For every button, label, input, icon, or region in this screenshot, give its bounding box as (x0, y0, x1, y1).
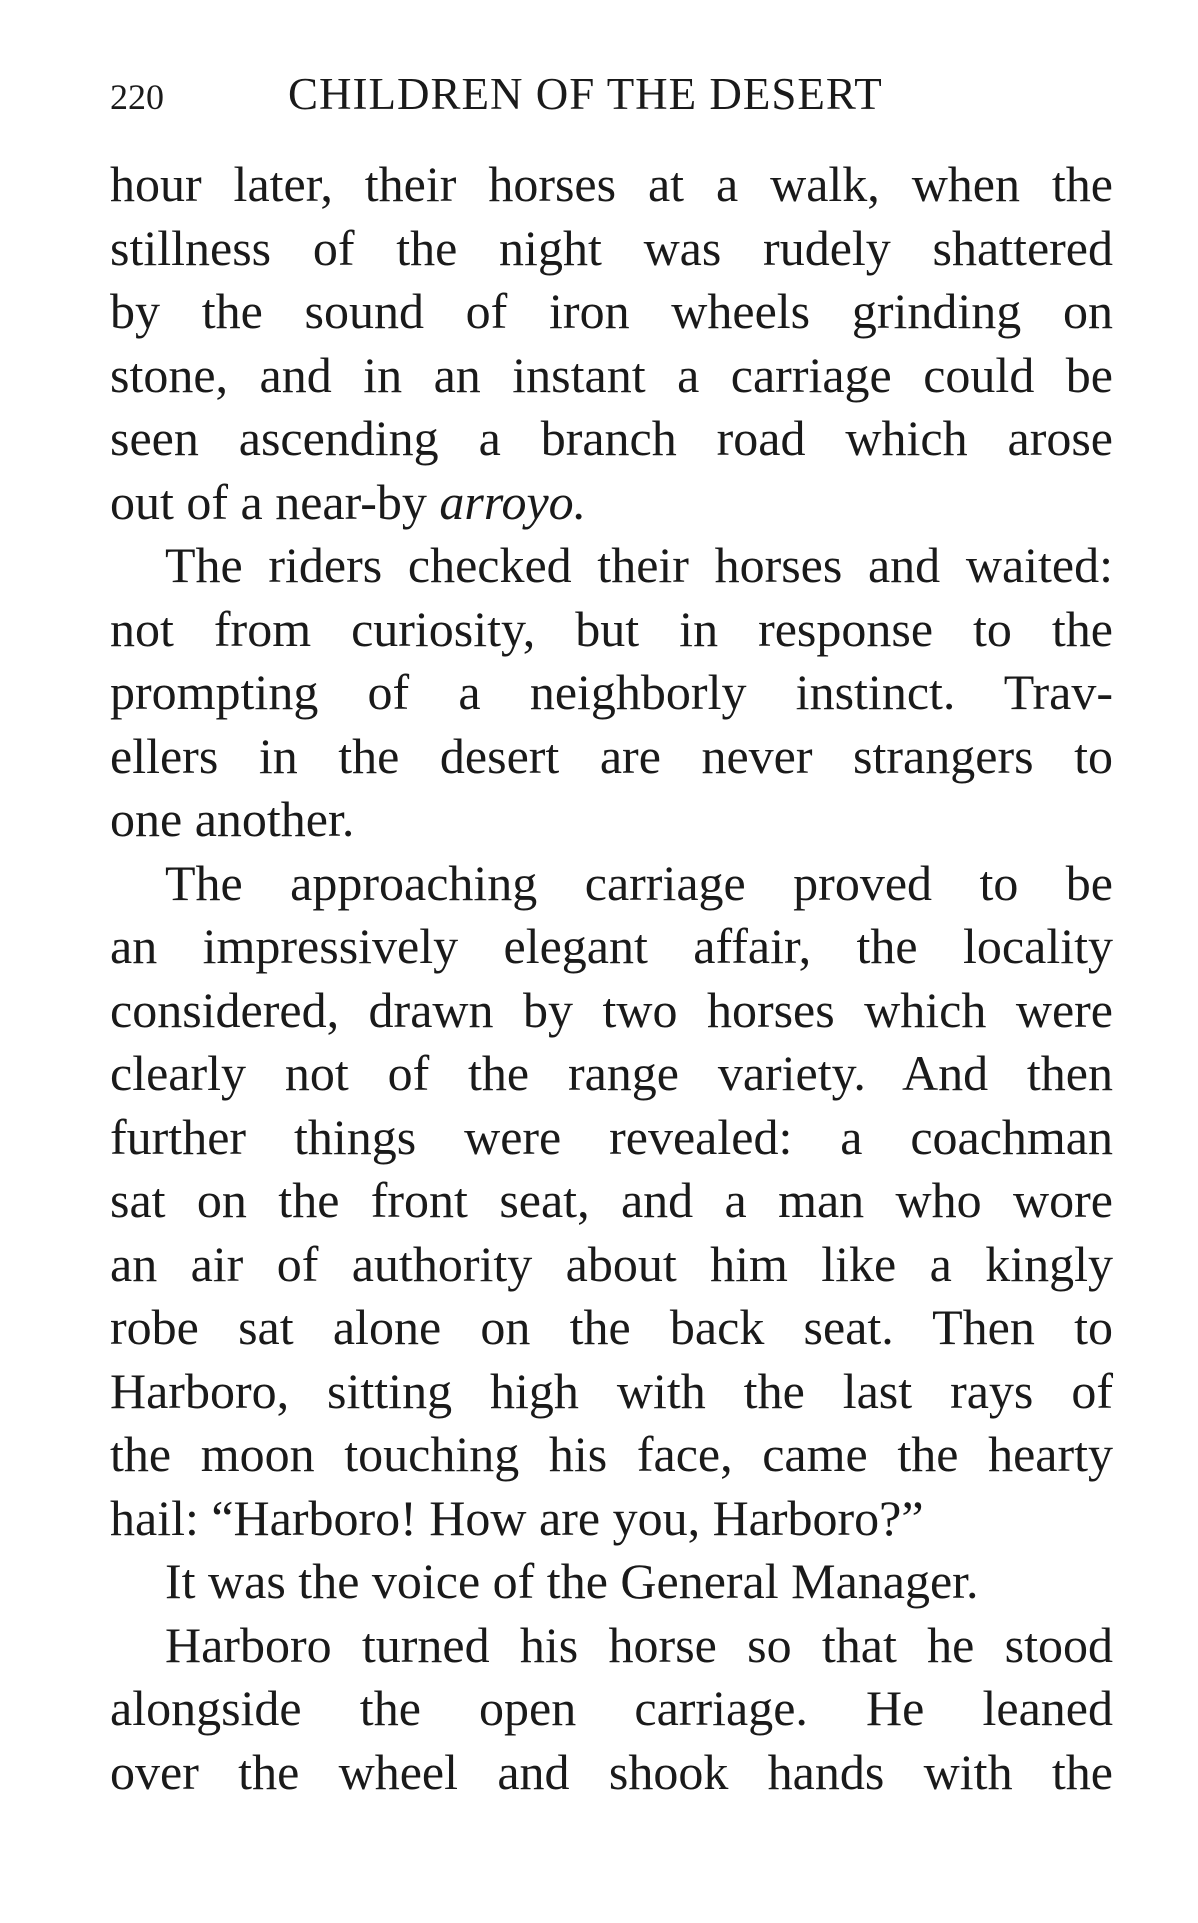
text-line: stillness of the night was rudely shattered (110, 219, 1113, 276)
text-line: hail: “Harboro! How are you, Harboro?” (110, 1489, 924, 1546)
text-line: The approaching carriage proved to be (165, 854, 1113, 911)
italic-word: arroyo. (439, 473, 587, 530)
text-line: considered, drawn by two horses which were (110, 981, 1113, 1038)
text-line: over the wheel and shook hands with the (110, 1743, 1113, 1800)
text-line: an air of authority about him like a kingly (110, 1235, 1113, 1292)
text-line: by the sound of iron wheels grinding on (110, 283, 1113, 339)
text-line: Harboro turned his horse so that he stood (165, 1616, 1113, 1673)
text-line: sat on the front seat, and a man who wore (110, 1172, 1113, 1228)
text-line: the moon touching his face, came the hearty (110, 1426, 1113, 1482)
text-line: Harboro, sitting high with the last rays of (110, 1362, 1113, 1419)
text-line: The riders checked their horses and waited: (165, 537, 1113, 593)
text-segment: out of a near-by (110, 473, 440, 530)
book-title: CHILDREN OF THE DESERT (288, 69, 883, 119)
text-line: robe sat alone on the back seat. Then to (110, 1299, 1113, 1355)
paragraph (110, 153, 1113, 534)
text-line: ellers in the desert are never strangers to (110, 727, 1113, 784)
text-line (110, 471, 1113, 535)
paragraph (110, 534, 1113, 852)
paragraph (110, 852, 1113, 1551)
text-line: an impressively elegant affair, the locality (110, 918, 1113, 974)
body-text (110, 153, 1113, 1804)
text-line: clearly not of the range variety. And then (110, 1045, 1113, 1101)
text-line: not from curiosity, but in response to the (110, 600, 1113, 657)
text-line: It was the voice of the General Manager. (165, 1553, 979, 1609)
paragraph (110, 1550, 1113, 1614)
text-line: seen ascending a branch road which arose (110, 410, 1113, 466)
text-line: one another. (110, 791, 355, 847)
text-line: alongside the open carriage. He leaned (110, 1680, 1113, 1736)
text-line: further things were revealed: a coachman (110, 1108, 1113, 1165)
text-line: prompting of a neighborly instinct. Trav- (110, 664, 1113, 720)
text-line: hour later, their horses at a walk, when the (110, 156, 1113, 212)
page-number: 220 (110, 77, 164, 117)
paragraph (110, 1614, 1113, 1805)
text-line: stone, and in an instant a carriage could be (110, 346, 1113, 403)
running-head (110, 68, 1110, 128)
